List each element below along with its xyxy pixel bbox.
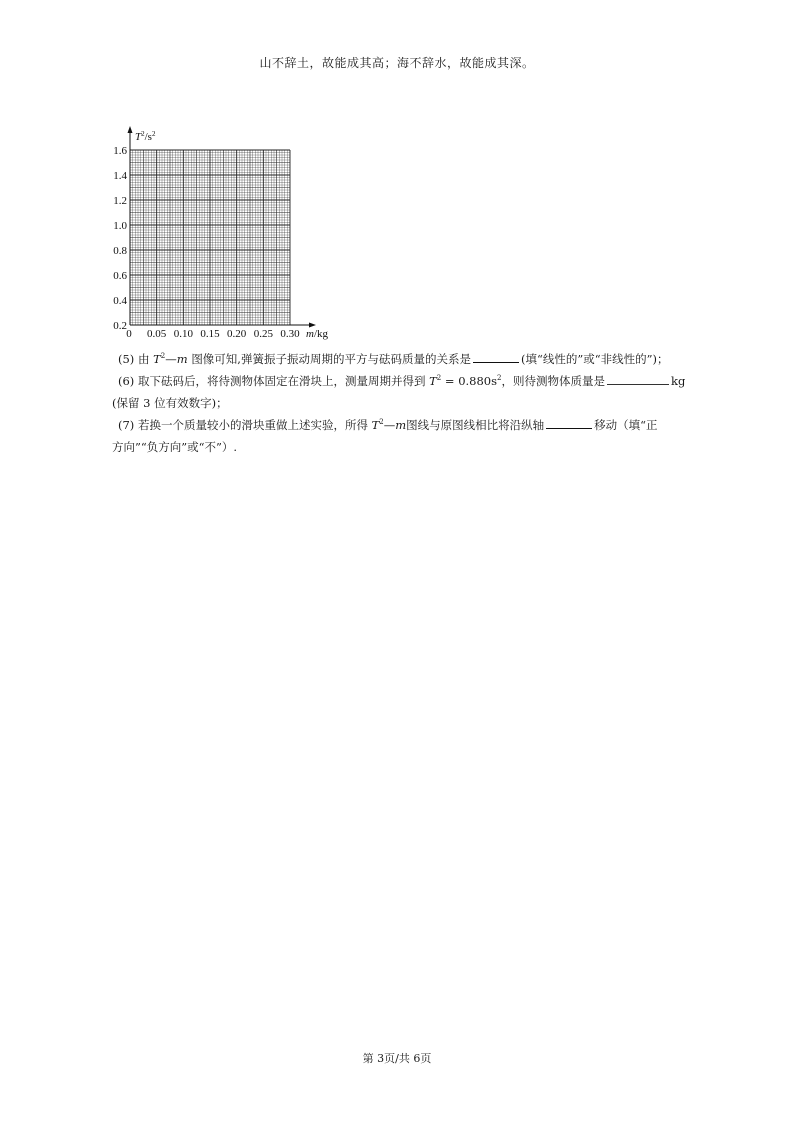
y-tick-label: 1.0 xyxy=(113,220,127,232)
q6-answer-blank[interactable] xyxy=(607,372,669,385)
y-axis-label: $T^2/s^2$ xyxy=(135,130,156,143)
x-axis-label: m/kg xyxy=(306,328,329,340)
q7-var-m: m xyxy=(395,418,407,432)
x-tick-label: 0.25 xyxy=(253,328,273,340)
x-tick-label: 0.10 xyxy=(173,328,193,340)
x-tick-label: 0.05 xyxy=(147,328,167,340)
q6-sup-1: 2 xyxy=(436,374,442,383)
y-tick-label: 1.6 xyxy=(113,145,127,157)
x-tick-label: 0.30 xyxy=(280,328,300,340)
q7-text-1: 若换一个质量较小的滑块重做上述实验，所得 xyxy=(137,418,368,432)
q5-dash: — xyxy=(165,352,177,366)
x-axis-arrow xyxy=(309,323,316,328)
q6-number: (6) xyxy=(118,374,135,388)
q5-text-3: (填“线性的”或“非线性的”)； xyxy=(520,352,669,366)
q6-text-5: (保留 3 位有效数字)； xyxy=(112,396,228,410)
q5-var-t: T xyxy=(153,352,161,366)
y-tick-label: 0.4 xyxy=(113,295,127,307)
x-tick-label: 0 xyxy=(126,328,132,340)
q6-text-3: ，则待测物体质量是 xyxy=(501,374,605,388)
q7-text-4: 方向”“负方向”或“不”）. xyxy=(112,440,238,454)
q7-var-t: T xyxy=(371,418,380,432)
question-list xyxy=(112,348,688,458)
q5-text-2: 图像可知,弹簧振子振动周期的平方与砝码质量的关系是 xyxy=(191,352,471,366)
graph-paper-chart xyxy=(100,120,360,345)
y-axis-arrow xyxy=(128,126,133,133)
q6-sup-2: 2 xyxy=(497,374,502,383)
question-5 xyxy=(112,348,688,370)
q7-answer-blank[interactable] xyxy=(546,416,592,429)
x-tick-label: 0.15 xyxy=(200,328,220,340)
y-tick-label: 0.6 xyxy=(113,270,127,282)
page-header-motto: 山不辞土，故能成其高；海不辞水，故能成其深。 xyxy=(259,56,535,70)
y-tick-label: 0.2 xyxy=(113,320,127,332)
q7-sup: 2 xyxy=(379,418,384,427)
question-6 xyxy=(112,370,688,414)
q6-value: = 0.880s xyxy=(444,374,498,388)
question-7 xyxy=(112,414,688,458)
y-tick-label: 1.4 xyxy=(113,170,127,182)
q5-number: (5) xyxy=(118,352,135,366)
q7-number: (7) xyxy=(118,418,135,432)
q5-text-1: 由 xyxy=(137,352,150,366)
q6-unit: kg xyxy=(671,374,686,388)
page-footer-number: 第 3页/共 6页 xyxy=(362,1052,432,1065)
q5-var-m: m xyxy=(176,352,188,366)
q5-sup: 2 xyxy=(160,352,166,361)
y-tick-label: 1.2 xyxy=(113,195,127,207)
t2-m-graph xyxy=(100,120,360,345)
x-tick-label: 0.20 xyxy=(227,328,247,340)
q7-text-3: 移动（填“正 xyxy=(594,418,658,432)
q7-dash: — xyxy=(383,418,396,432)
q6-var-t: T xyxy=(429,374,437,388)
q5-answer-blank[interactable] xyxy=(473,350,519,363)
q6-text-1: 取下砝码后，将待测物体固定在滑块上，测量周期并得到 xyxy=(137,374,426,388)
y-tick-label: 0.8 xyxy=(113,245,127,257)
q7-text-2: 图线与原图线相比将沿纵轴 xyxy=(406,418,545,432)
